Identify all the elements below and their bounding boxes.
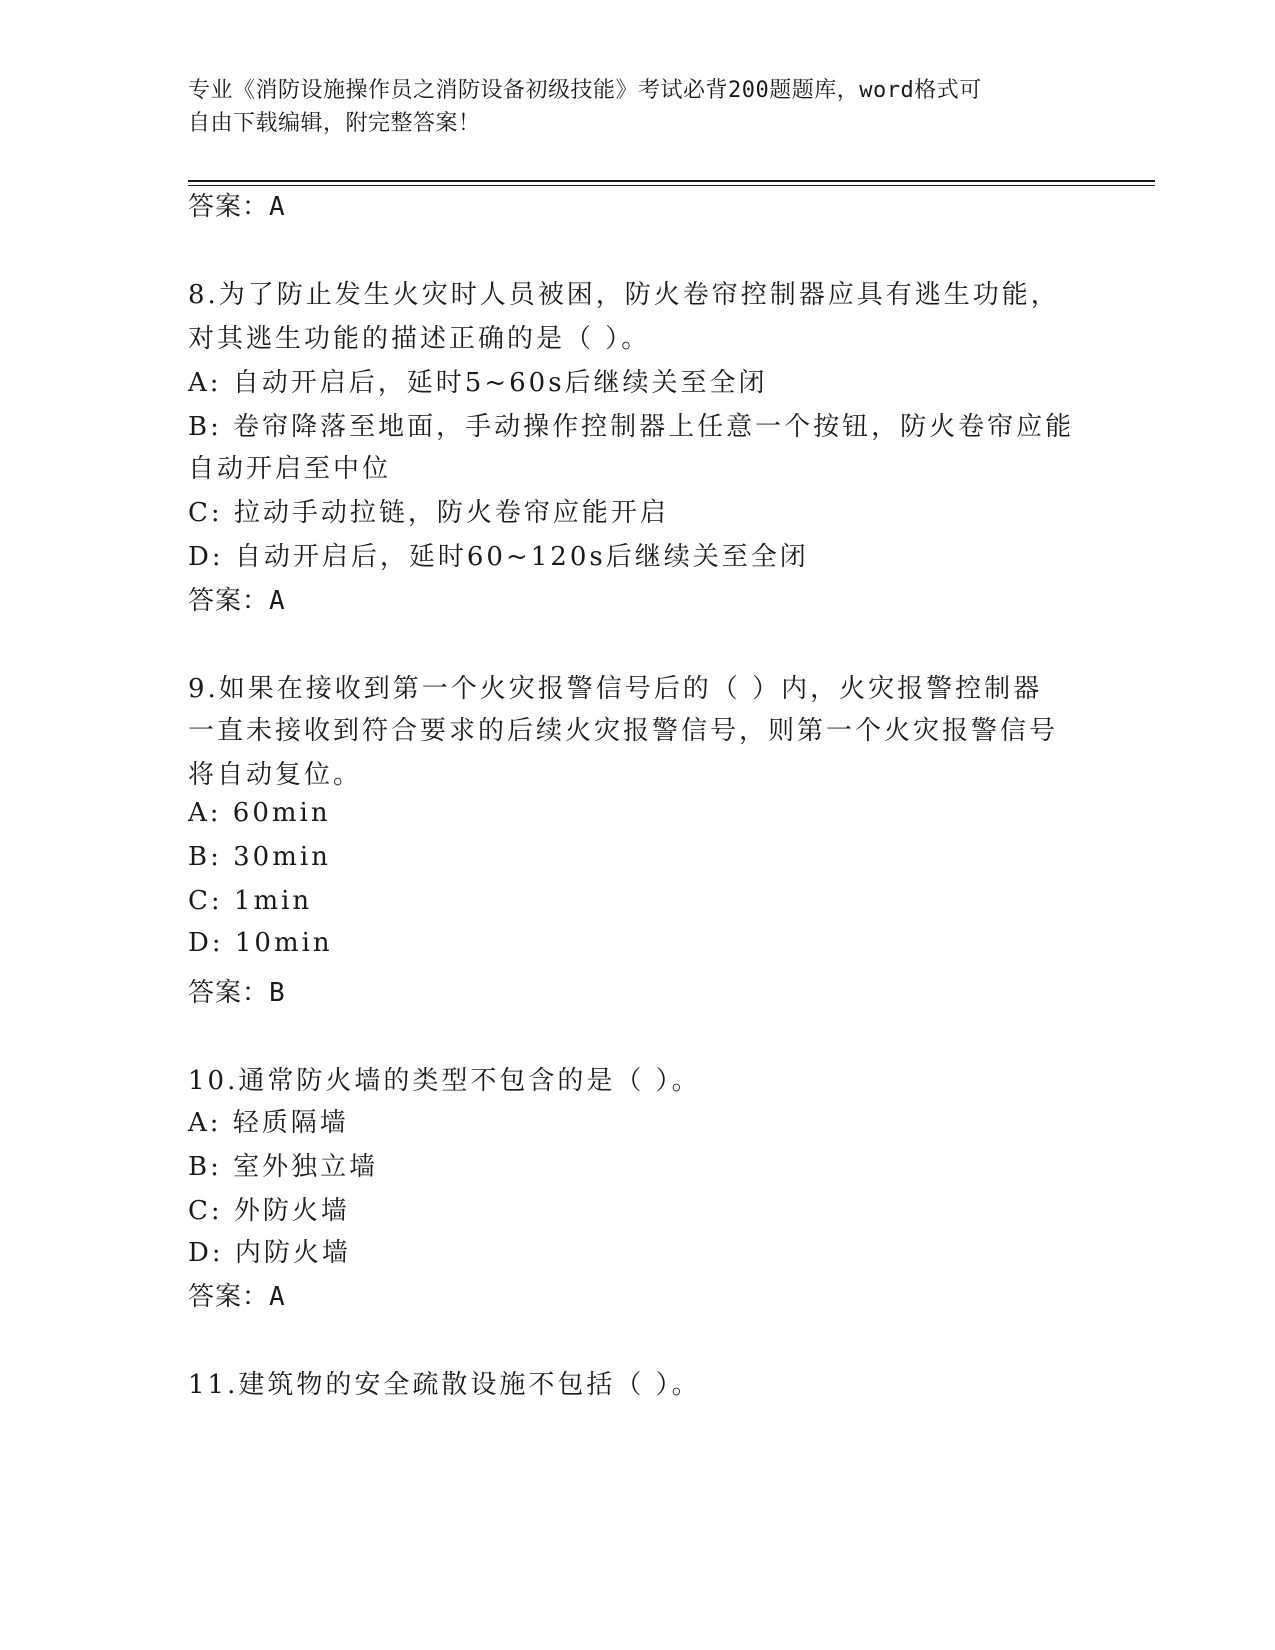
question-8-line-1: 8.为了防止发生火灾时人员被困，防火卷帘控制器应具有逃生功能， bbox=[188, 280, 1060, 310]
question-9-line-2: 一直未接收到符合要求的后续火灾报警信号，则第一个火灾报警信号 bbox=[188, 716, 1059, 746]
question-8-option-c: C: 拉动手动拉链，防火卷帘应能开启 bbox=[188, 498, 669, 528]
header-line-2: 自由下载编辑，附完整答案！ bbox=[188, 111, 481, 136]
question-10-option-a: A: 轻质隔墙 bbox=[188, 1108, 349, 1138]
question-10-line-1: 10.通常防火墙的类型不包含的是（ ）。 bbox=[188, 1066, 701, 1096]
header-divider-thin bbox=[188, 185, 1155, 186]
question-10-option-c: C: 外防火墙 bbox=[188, 1196, 350, 1226]
answer-q7: 答案：A bbox=[188, 192, 286, 222]
question-10-option-d: D: 内防火墙 bbox=[188, 1238, 351, 1268]
question-8-option-d: D: 自动开启后，延时60~120s后继续关至全闭 bbox=[188, 542, 809, 572]
question-9-option-c: C: 1min bbox=[188, 886, 313, 916]
header-line-1: 专业《消防设施操作员之消防设备初级技能》考试必背200题题库，word格式可 bbox=[188, 78, 982, 103]
question-9-line-1: 9.如果在接收到第一个火灾报警信号后的（ ）内，火灾报警控制器 bbox=[188, 674, 1043, 704]
question-9-option-d: D: 10min bbox=[188, 928, 333, 958]
question-9-option-a: A: 60min bbox=[188, 798, 331, 828]
answer-q8: 答案：A bbox=[188, 586, 286, 616]
question-8-line-2: 对其逃生功能的描述正确的是（ ）。 bbox=[188, 324, 651, 354]
header-divider-thick bbox=[188, 180, 1155, 182]
question-9-line-3: 将自动复位。 bbox=[188, 760, 363, 790]
question-8-option-a: A: 自动开启后，延时5~60s后继续关至全闭 bbox=[188, 368, 768, 398]
question-9-option-b: B: 30min bbox=[188, 842, 331, 872]
question-11-line-1: 11.建筑物的安全疏散设施不包括（ ）。 bbox=[188, 1370, 701, 1400]
document-header bbox=[188, 74, 1088, 140]
question-8-option-b-line-1: B: 卷帘降落至地面，手动操作控制器上任意一个按钮，防火卷帘应能 bbox=[188, 412, 1075, 442]
answer-q10: 答案：A bbox=[188, 1282, 286, 1312]
question-8-option-b-line-2: 自动开启至中位 bbox=[188, 454, 392, 484]
question-10-option-b: B: 室外独立墙 bbox=[188, 1152, 379, 1182]
answer-q9: 答案：B bbox=[188, 978, 286, 1008]
